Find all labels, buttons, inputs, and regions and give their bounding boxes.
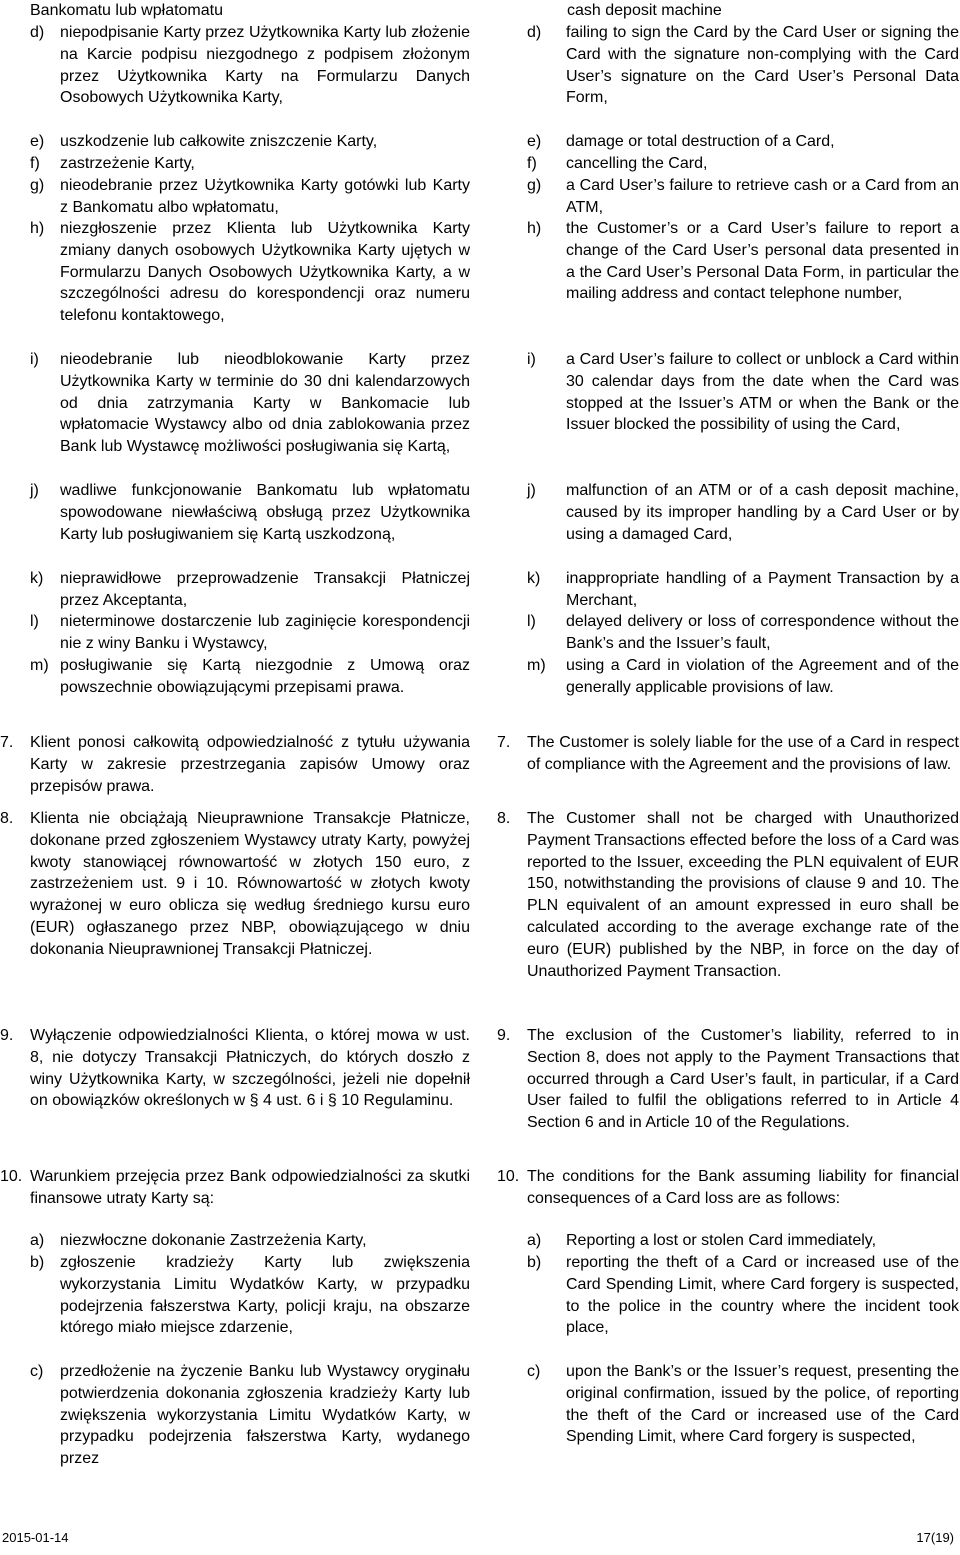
list-item: j) malfunction of an ATM or of a cash deposit machine, caused by its improper handling by a Card User or by using a damaged Card, <box>527 482 959 543</box>
sub-item: a) Reporting a lost or stolen Card immediately, <box>527 1232 877 1249</box>
list-item: j) wadliwe funkcjonowanie Bankomatu lub wpłatomatu spowodowane niewłaściwą obsługą przez Użytkownika Karty lub posługiwaniem się Kartą uszkodzoną, <box>30 482 470 543</box>
list-item: h) niezgłoszenie przez Klienta lub Użytkownika Karty zmiany danych osobowych Użytkownika Karty ujętych w Formularzu Danych Osobowych Użytkownika Karty, a w szczególności adresu do korespondencji oraz numeru telefonu kontaktowego, <box>30 220 470 325</box>
intro-text: Bankomatu lub wpłatomatu <box>30 2 223 19</box>
list-item: d) failing to sign the Card by the Card User or signing the Card with the signature non-complying with the Card User’s signature on the Card User’s Personal Data Form, <box>527 24 959 107</box>
list-item: g) nieodebranie przez Użytkownika Karty gotówki lub Karty z Bankomatu albo wpłatomatu, <box>30 177 470 216</box>
list-item: h) the Customer’s or a Card User’s failure to report a change of the Card User’s personal data presented in a the Card User’s Personal Data Form, in particular the mailing address and contact telephone number, <box>527 220 959 303</box>
intro-text: cash deposit machine <box>567 2 722 19</box>
clause-9: 9. Wyłączenie odpowiedzialności Klienta, o której mowa w ust. 8, nie dotyczy Transakcji Płatniczych, do których doszło z winy Użytkownika Karty, w szczególności, jeżeli nie dopełnił on obowiązków określonych w § 4 ust. 6 i § 10 Regulaminu. <box>0 1027 470 1110</box>
list-item: i) a Card User’s failure to collect or unblock a Card within 30 calendar days from the date when the Card was stopped at the Issuer’s ATM or when the Bank or the Issuer blocked the possibility of using the Card, <box>527 351 959 434</box>
list-item: f) zastrzeżenie Karty, <box>30 155 195 172</box>
sub-item: a) niezwłoczne dokonanie Zastrzeżenia Karty, <box>30 1232 367 1249</box>
sub-item: c) przedłożenie na życzenie Banku lub Wystawcy oryginału potwierdzenia dokonania zgłoszenia kradzieży Karty lub zwiększenia wykorzystania Limitu Wydatków Karty, w przypadku podejrzenia fałszerstwa Karty, wydanego przez <box>30 1363 470 1468</box>
list-item: m) using a Card in violation of the Agreement and of the generally applicable provisions of law. <box>527 657 959 696</box>
clause-10: 10. Warunkiem przejęcia przez Bank odpowiedzialności za skutki finansowe utraty Karty są: <box>0 1168 470 1207</box>
clause-9: 9. The exclusion of the Customer’s liability, referred to in Section 8, does not apply to the Payment Transactions that occurred through a Card User’s fault, in particular, if a Card User failed to fulfil the obligations referred to in Article 4 Section 6 and in Article 10 of the Regulations. <box>497 1027 959 1132</box>
sub-item: c) upon the Bank’s or the Issuer’s request, presenting the original confirmation, issued by the police, of reporting the theft of the Card or increased use of the Card Spending Limit, where Card forgery is suspected, <box>527 1363 959 1446</box>
sub-item: b) zgłoszenie kradzieży Karty lub zwiększenia wykorzystania Limitu Wydatków Karty, w przypadku podejrzenia fałszerstwa Karty, policji kraju, na obszarze którego miało miejsce zdarzenie, <box>30 1254 470 1337</box>
clause-7: 7. The Customer is solely liable for the use of a Card in respect of compliance with the Agreement and the provisions of law. <box>497 734 959 773</box>
list-item: k) inappropriate handling of a Payment Transaction by a Merchant, <box>527 570 959 609</box>
clause-10: 10. The conditions for the Bank assuming liability for financial consequences of a Card loss are as follows: <box>497 1168 959 1207</box>
list-item: g) a Card User’s failure to retrieve cash or a Card from an ATM, <box>527 177 959 216</box>
footer-page-number: 17(19) <box>916 1530 954 1545</box>
clause-8: 8. Klienta nie obciążają Nieuprawnione Transakcje Płatnicze, dokonane przed zgłoszeniem Wystawcy utraty Karty, powyżej kwoty stanowiącej równowartość w złotych 150 euro, z zastrzeżeniem ust. 9 i 10. Równowartość w złotych kwoty wyrażonej w euro oblicza się według średniego kursu euro (EUR) ogłaszanego przez NBP, obowiązującego w dniu dokonania Nieuprawnionej Transakcji Płatniczej. <box>0 810 470 958</box>
list-item: e) damage or total destruction of a Card, <box>527 133 835 150</box>
sub-item: b) reporting the theft of a Card or increased use of the Card Spending Limit, where Card forgery is suspected, to the police in the country where the incident took place, <box>527 1254 959 1337</box>
clause-8: 8. The Customer shall not be charged with Unauthorized Payment Transactions effected before the loss of a Card was reported to the Issuer, exceeding the PLN equivalent of EUR 150, notwithstanding the provisions of clause 9 and 10. The PLN equivalent of an amount expressed in euro shall be calculated according to the average exchange rate of the euro (EUR) published by the NBP, in force on the day of Unauthorized Payment Transaction. <box>497 810 959 980</box>
footer-date: 2015-01-14 <box>2 1530 69 1545</box>
list-item: l) nieterminowe dostarczenie lub zaginięcie korespondencji nie z winy Banku i Wystawcy, <box>30 613 470 652</box>
list-item: d) niepodpisanie Karty przez Użytkownika Karty lub złożenie na Karcie podpisu niezgodnego z podpisem złożonym przez Użytkownika Karty na Formularzu Danych Osobowych Użytkownika Karty, <box>30 24 470 107</box>
list-item: i) nieodebranie lub nieodblokowanie Karty przez Użytkownika Karty w terminie do 30 dni kalendarzowych od dnia zatrzymania Karty w Bankomacie lub wpłatomacie Wystawcy albo od dnia zablokowania przez Bank lub Wystawcę możliwości posługiwania się Kartą, <box>30 351 470 456</box>
list-item: k) nieprawidłowe przeprowadzenie Transakcji Płatniczej przez Akceptanta, <box>30 570 470 609</box>
list-item: m) posługiwanie się Kartą niezgodnie z Umową oraz powszechnie obowiązującymi przepisami prawa. <box>30 657 470 696</box>
list-item: f) cancelling the Card, <box>527 155 708 172</box>
list-item: l) delayed delivery or loss of correspondence without the Bank’s and the Issuer’s fault, <box>527 613 959 652</box>
clause-7: 7. Klient ponosi całkowitą odpowiedzialność z tytułu używania Karty w zakresie przestrzegania zapisów Umowy oraz przepisów prawa. <box>0 734 470 795</box>
list-item: e) uszkodzenie lub całkowite zniszczenie Karty, <box>30 133 378 150</box>
